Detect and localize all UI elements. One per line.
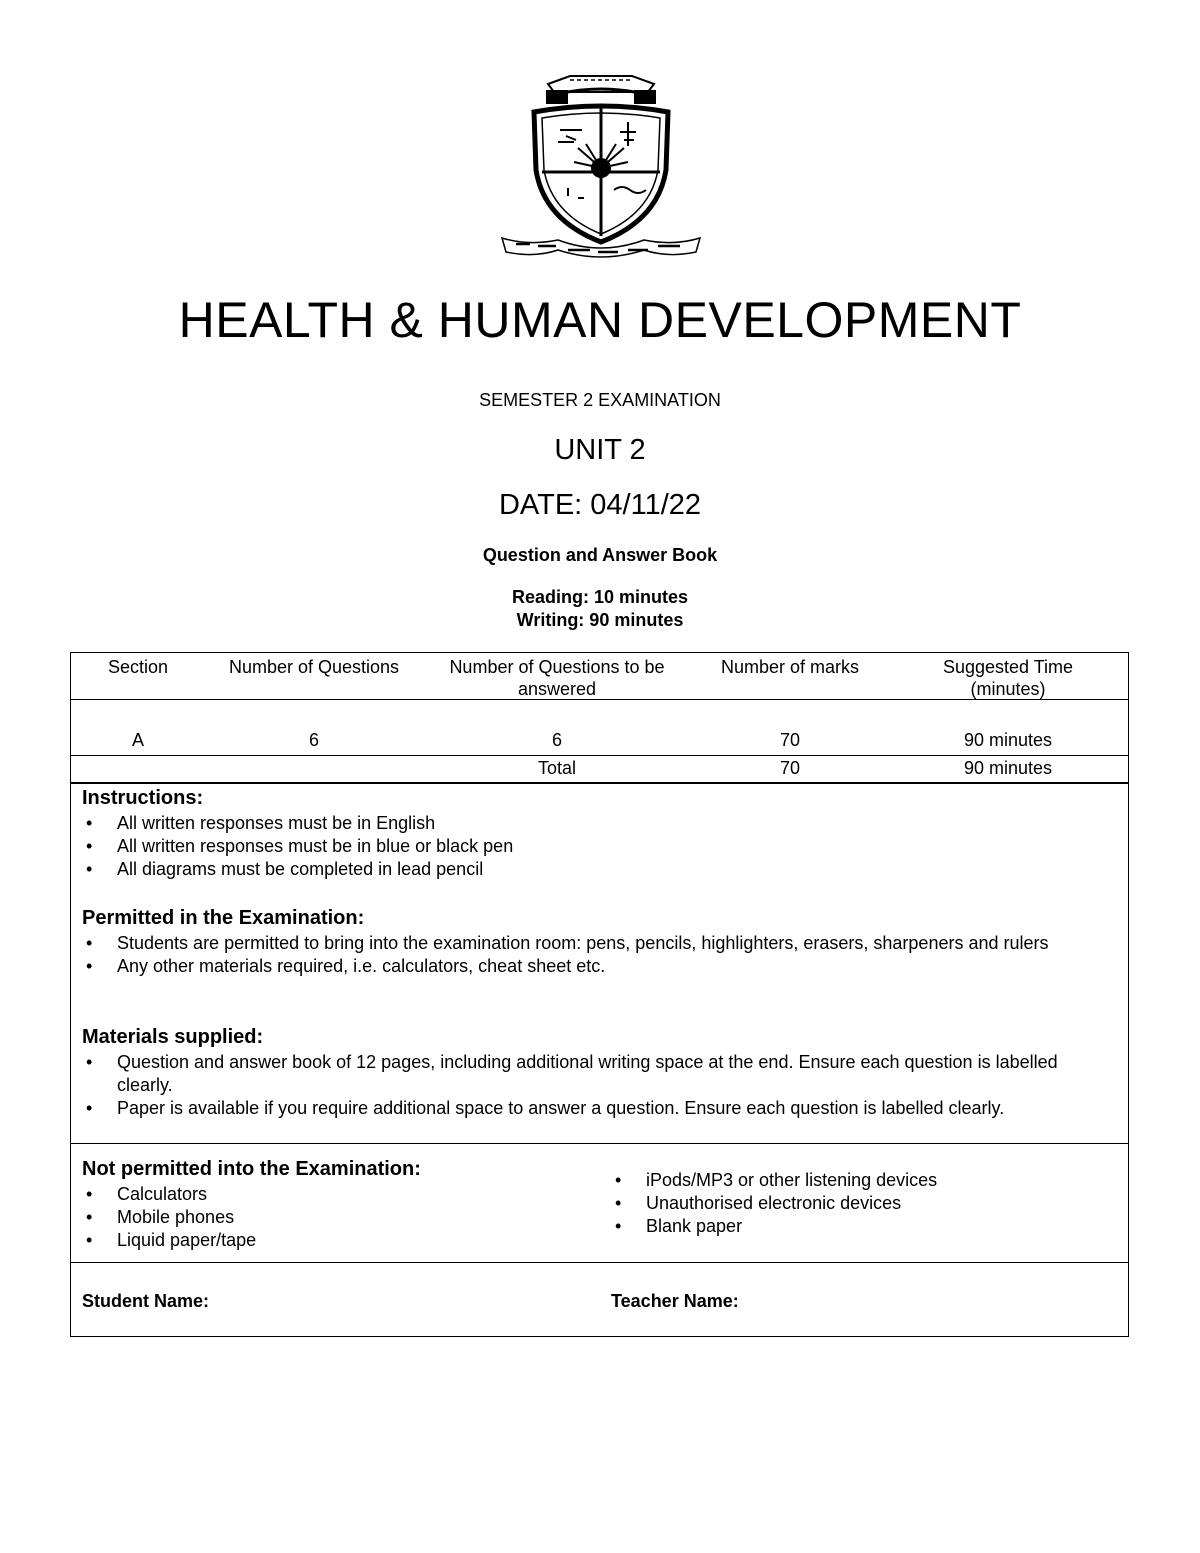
table-divider <box>70 1262 1129 1263</box>
unit-label: UNIT 2 <box>554 434 646 466</box>
table-header-questions: Number of Questions <box>228 657 400 677</box>
list-item: • Mobile phones <box>82 1206 562 1229</box>
header-line: Number of Questions to be <box>449 657 665 677</box>
table-cell-questions-answered: 6 <box>551 730 562 750</box>
header-line: Suggested Time <box>942 657 1074 677</box>
list-item: • All written responses must be in English <box>82 812 1112 835</box>
not-permitted-list-right <box>611 1169 1111 1238</box>
list-item: • Liquid paper/tape <box>82 1229 562 1252</box>
exam-title: HEALTH & HUMAN DEVELOPMENT <box>178 292 1022 348</box>
list-item: • All written responses must be in blue or black pen <box>82 835 1112 858</box>
total-label: Total <box>537 758 577 778</box>
writing-time: Writing: 90 minutes <box>516 610 684 630</box>
table-cell-time: 90 minutes <box>963 730 1053 750</box>
not-permitted-list-left <box>82 1183 562 1252</box>
table-header-section: Section <box>107 657 169 677</box>
list-item: • Question and answer book of 12 pages, including additional writing space at the end. Ensure each question is labelled clearly. <box>82 1051 1097 1097</box>
header-line: answered <box>517 679 597 699</box>
materials-list <box>82 1051 1097 1120</box>
table-divider <box>70 755 1129 756</box>
table-header-marks: Number of marks <box>720 657 860 677</box>
list-item: • Students are permitted to bring into the examination room: pens, pencils, highlighters, erasers, sharpeners and rulers <box>82 932 1092 955</box>
permitted-list <box>82 932 1092 978</box>
reading-time: Reading: 10 minutes <box>511 587 689 607</box>
list-item: • Blank paper <box>611 1215 1111 1238</box>
school-crest-logo <box>498 70 704 260</box>
list-item: • Paper is available if you require additional space to answer a question. Ensure each question is labelled clearly. <box>82 1097 1097 1120</box>
list-item: • All diagrams must be completed in lead pencil <box>82 858 1112 881</box>
list-item: • iPods/MP3 or other listening devices <box>611 1169 1111 1192</box>
list-item: • Any other materials required, i.e. calculators, cheat sheet etc. <box>82 955 1092 978</box>
instructions-heading: Instructions: <box>82 787 204 809</box>
book-label: Question and Answer Book <box>482 545 718 565</box>
table-divider <box>70 1143 1129 1144</box>
materials-heading: Materials supplied: <box>82 1026 264 1048</box>
student-name-label: Student Name: <box>82 1291 210 1311</box>
permitted-heading: Permitted in the Examination: <box>82 907 365 929</box>
teacher-name-label: Teacher Name: <box>611 1291 739 1311</box>
table-cell-questions: 6 <box>308 730 319 750</box>
table-cell-marks: 70 <box>779 730 801 750</box>
instructions-list <box>82 812 1112 881</box>
total-marks: 70 <box>779 758 801 778</box>
exam-name: SEMESTER 2 EXAMINATION <box>479 390 721 410</box>
table-divider <box>70 782 1129 784</box>
table-cell-section: A <box>131 730 144 750</box>
table-header-time <box>890 656 1126 700</box>
exam-date: DATE: 04/11/22 <box>498 489 702 521</box>
total-time: 90 minutes <box>963 758 1053 778</box>
table-header-questions-answered <box>424 656 690 700</box>
header-line: (minutes) <box>970 679 1046 699</box>
not-permitted-heading: Not permitted into the Examination: <box>82 1158 421 1180</box>
list-item: • Unauthorised electronic devices <box>611 1192 1111 1215</box>
list-item: • Calculators <box>82 1183 562 1206</box>
